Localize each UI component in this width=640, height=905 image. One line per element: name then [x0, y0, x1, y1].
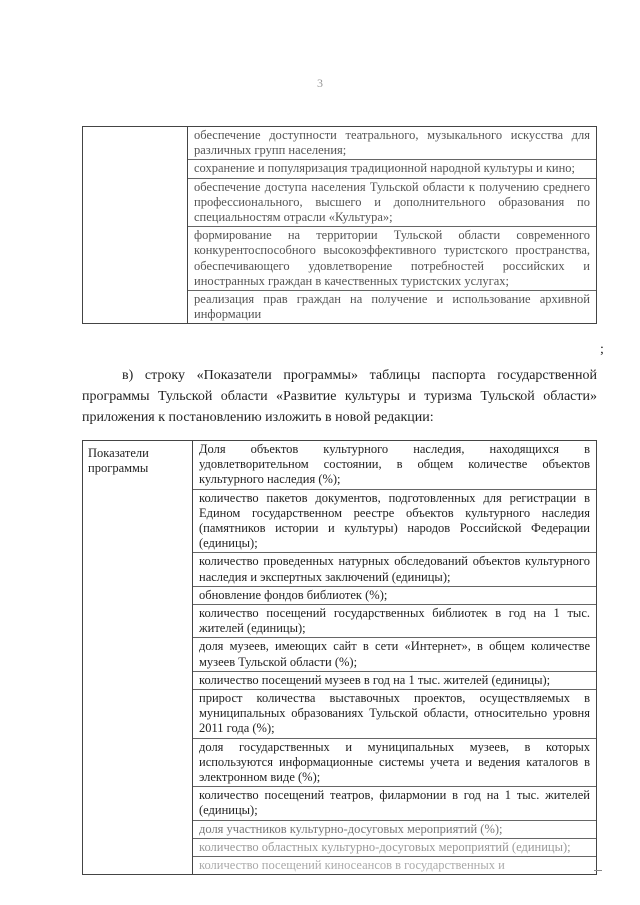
- indicators-table-label: Показатели программы: [83, 441, 193, 875]
- indicator-item: количество посещений театров, филармонии в год на 1 тыс. жителей (единицы);: [193, 787, 596, 820]
- goal-item: сохранение и популяризация традиционной народной культуры и кино;: [188, 160, 596, 178]
- indicator-item: доля государственных и муниципальных музеев, в которых используются информационные системы учета и ведения каталогов в электронном виде (%);: [193, 739, 596, 788]
- page-number: 3: [317, 76, 323, 90]
- goals-table-continued: [82, 126, 597, 324]
- indicator-item: количество посещений музеев в год на 1 тыс. жителей (единицы);: [193, 672, 596, 690]
- goal-item: реализация прав граждан на получение и использование архивной информации: [194, 292, 590, 322]
- goals-table-right-cell: [188, 127, 597, 324]
- goal-item: обеспечение доступа населения Тульской области к получению среднего профессионального, высшего и дополнительного образования по специальностям отрасли «Культура»;: [188, 179, 596, 228]
- indicator-item: обновление фондов библиотек (%);: [193, 587, 596, 605]
- indicator-item: доля музеев, имеющих сайт в сети «Интернет», в общем количестве музеев Тульской области (%);: [193, 638, 596, 671]
- indicators-list: [193, 441, 597, 875]
- indicator-item: количество пакетов документов, подготовленных для регистрации в Едином государственном реестре объектов культурного наследия (памятников истории и культуры) народов Российской Федерации (единицы);: [193, 490, 596, 554]
- indicators-table: [82, 440, 597, 875]
- goal-item: формирование на территории Тульской области современного конкурентоспособного высокоэффективного туристского пространства, обеспечивающего удовлетворение потребностей российских и иностранных граждан в качественных туристских услугах;: [188, 227, 596, 291]
- indicator-item: количество областных культурно-досуговых мероприятий (единицы);: [193, 839, 596, 857]
- indicator-item: Доля объектов культурного наследия, находящихся в удовлетворительном состоянии, в общем количестве объектов культурного наследия (%);: [193, 441, 596, 490]
- indicator-item: количество проведенных натурных обследований объектов культурного наследия и экспертных заключений (единицы);: [193, 553, 596, 586]
- indicator-item: доля участников культурно-досуговых мероприятий (%);: [193, 821, 596, 839]
- goal-item: обеспечение доступности театрального, музыкального искусства для различных групп населения;: [188, 127, 596, 160]
- indicator-item: прирост количества выставочных проектов, осуществляемых в муниципальных образованиях Тульской области, относительно уровня 2011 года (%);: [193, 690, 596, 739]
- semicolon: ;: [600, 342, 604, 357]
- scan-mark: [594, 870, 602, 871]
- indicator-item: количество посещений государственных библиотек в год на 1 тыс. жителей (единицы);: [193, 605, 596, 638]
- goals-table-left-cell: [83, 127, 188, 324]
- amendment-paragraph: в) строку «Показатели программы» таблицы паспорта государственной программы Тульской области «Развитие культуры и туризма Тульской области» приложения к постановлению изложить в новой редакции:: [82, 368, 597, 425]
- indicator-item: количество посещений киносеансов в государственных и: [199, 858, 505, 873]
